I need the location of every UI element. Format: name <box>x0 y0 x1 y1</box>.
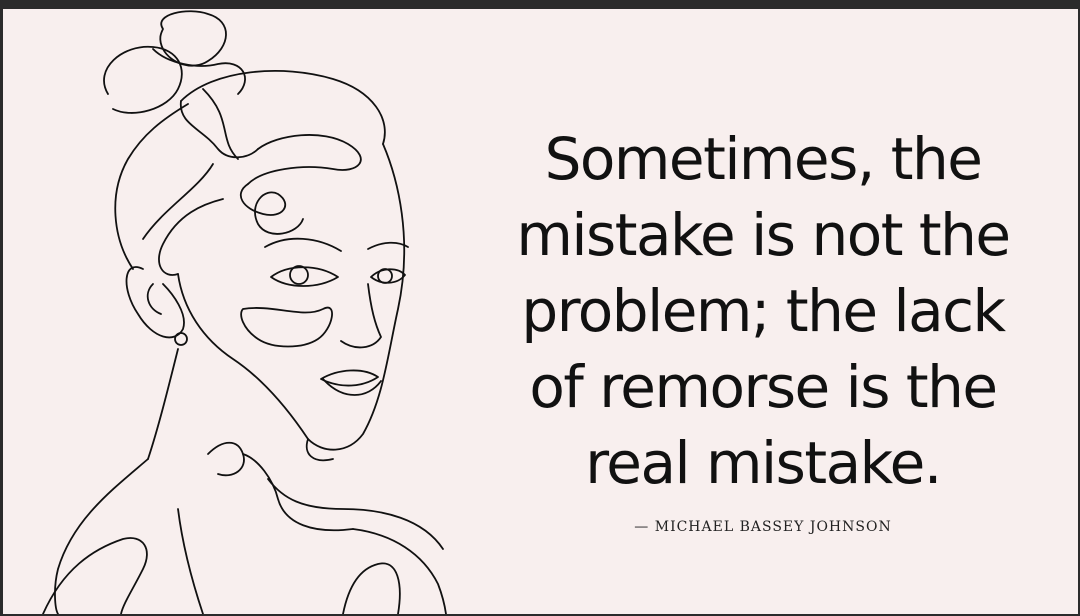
quote-line: Sometimes, the <box>544 125 982 193</box>
quote-line: problem; the lack <box>521 277 1005 345</box>
quote-line: mistake is not the <box>516 201 1010 269</box>
quote-line: of remorse is the <box>529 353 997 421</box>
quote-text <box>473 121 1053 501</box>
quote-line: real mistake. <box>585 429 941 497</box>
quote-author: — MICHAEL BASSEY JOHNSON <box>634 519 892 535</box>
woman-portrait-line-art-icon <box>3 9 503 614</box>
quote-card <box>3 9 1078 614</box>
